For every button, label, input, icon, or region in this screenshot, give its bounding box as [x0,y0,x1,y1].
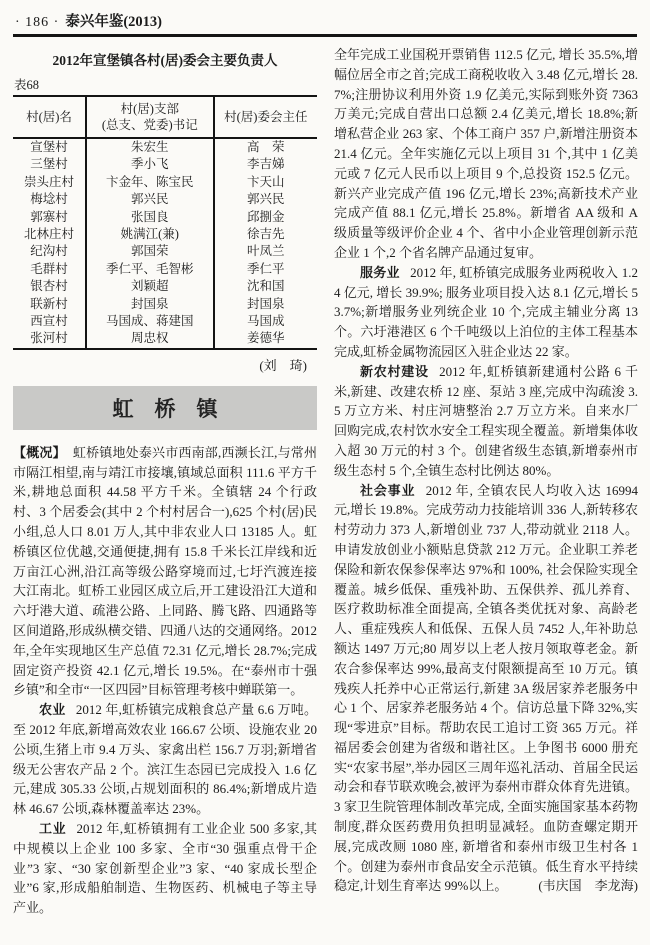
new-countryside-paragraph [334,362,638,481]
table-row: 梅埝村 郭兴民 郭兴民 [13,191,317,208]
table-label: 表68 [14,78,40,92]
agriculture-lead: 农业 [39,702,66,718]
table-row: 张河村 周忠权 姜德华 [13,330,317,348]
table-row: 宣堡村 朱宏生 高 荣 [13,138,317,156]
col-header-director: 村(居)委会主任 [214,96,317,138]
table-row: 纪沟村 郭国荣 叶凤兰 [13,243,317,260]
table-row: 联新村 封国泉 封国泉 [13,296,317,313]
col-header-village: 村(居)名 [13,96,86,138]
section-banner-hongqiao: 虹 桥 镇 [13,386,317,430]
page-header [13,6,637,34]
right-column [334,45,638,918]
table-row: 西宣村 马国成、蒋建国 马国成 [13,313,317,330]
table-attribution: (刘 琦) [259,357,307,373]
table-row: 三堡村 季小飞 李吉娣 [13,156,317,173]
left-column [13,45,317,918]
table-row: 毛群村 季仁平、毛智彬 季仁平 [13,261,317,278]
services-paragraph [334,263,638,362]
table-row: 北林庄村 姚满江(兼) 徐吉先 [13,226,317,243]
agriculture-text: 2012 年,虹桥镇完成粮食总产量 6.6 万吨。至 2012 年底,新增高效农业 166.67 公顷、设施农业 20 公顷,生猪上市 9.4 万头、家禽出栏 156.7 万羽;新增省级无公害农产品 2 个。滨江生态园已完成投入 1.6 亿元,建成 305.33 公顷,占规划面积的 86.4%;新增成片造林 46.67 公顷,森林覆盖率达 23%。 [13,702,317,817]
agriculture-paragraph [13,700,317,819]
industry-paragraph [13,819,317,918]
social-affairs-text: 2012 年, 全镇农民人均收入达 16994 元,增长 19.8%。完成劳动力技能培训 336 人,新转移农村劳动力 373 人,新增创业 737 人,带动就业 2118 人。申请发放创业小额贴息贷款 212 万元。企业职工养老保险和新农保参保率达 97%和 100%, 社会保险实现全覆盖。城乡低保、重残补助、五保供养、孤儿养育、医疗救助标准全面提高, 全镇各类优抚对象、高龄老人、重症残疾人和低保、五保人员 7452 人,年补助总额达 1497 万元;80 周岁以上老人按月领取尊老金。新农合参保率达 99%,最高支付限额提高至 10 万元。镇残疾人托养中心正常运行,新建 3A 级居家养老服务中心 1 个、居家养老服务站 4 个。信访总量下降 32%,实现“零进京”目标。帮助农民工追讨工资 365 万元。祥福居委会创建为省级和谐社区。上争图书 6000 册充实“农家书屋”,举办园区三周年巡礼活动、首届全民运动会和春节联欢晚会,被评为泰州市群众体育先进镇。3 家卫生院管理体制改革完成, 全面实施国家基本药物制度,群众医药费用负担明显减轻。血防查螺定期开展,完成改厕 1080 座, 新增省和泰州市级卫生村各 1 个。创建为泰州市食品安全示范镇。低生育水平持续稳定,计划生育率达 99%以上。 [334,482,638,894]
table-title: 2012年宣堡镇各村(居)委会主要负责人 [52,53,278,68]
section-attribution: (韦庆国 李龙海) [538,878,638,894]
services-text: 2012 年, 虹桥镇完成服务业两税收入 1.24 亿元, 增长 39.9%; 服务业项目投入达 8.1 亿元,增长 53.7%;新增服务业列统企业 10 个,完成主辅业分离 13 个。六圩港港区 6 个千吨级以上泊位的主体工程基本完成,虹桥金属物流园区入驻企业达 22 家。 [334,264,638,359]
table-row: 崇头庄村 卞金年、陈宝民 卞天山 [13,174,317,191]
industry-text: 2012 年,虹桥镇拥有工业企业 500 多家,其中规模以上企业 100 多家、全市“30 强重点骨干企业”3 家、“30 家创新型企业”3 家、“40 家成长型企业”6 家,形成船舶制造、生物医药、机械电子等主导产业。 [13,821,317,916]
overview-text: 虹桥镇地处泰兴市西南部,西濒长江,与常州市隔江相望,南与靖江市接壤,镇域总面积 111.6 平方千米,耕地总面积 44.58 平方千米。全镇辖 24 个行政村、3 个居委会(其中 2 个村村居合一),625 个村(居)民小组,总人口 8.01 万人,其中非农业人口 13185 人。虹桥镇区位优越,交通便捷,拥有 15.8 千米长江岸线和近万亩江心洲,沿江高等级公路穿境而过,七圩汽渡连接大江南北。虹桥工业园区成立后,开工建设沿江大道和六圩港大道、疏港公路、上同路、腾飞路、四通路等区间道路,形成纵横交错、四通八达的交通网络。2012 年,全年实现地区生产总值 72.31 亿元,增长 28.7%;完成固定资产投资 42.1 亿元,增长 19.5%。在“泰州市十强乡镇”和全市“一区四园”目标管理考核中蝉联第一。 [13,444,317,698]
social-affairs-paragraph [334,481,638,897]
book-title: 泰兴年鉴(2013) [65,14,162,30]
page-number: · 186 · [15,15,60,30]
overview-lead: 【概况】 [13,444,66,460]
two-column-layout [13,45,637,918]
new-countryside-lead: 新农村建设 [360,363,429,379]
industry-continued-text: 全年完成工业国税开票销售 112.5 亿元, 增长 35.5%,增幅位居全市之首;完成工商税收收入 3.48 亿元,增长 28.7%;注册协议利用外资 1.9 亿美元,实际到账外资 7363 万美元;完成自营出口总额 2.4 亿美元,增长 18.8%;新增私营企业 263 家、个体工商户 357 户,新增注册资本 21.4 亿元。全年实施亿元以上项目 31 个,其中 1 亿美元或 7 亿元人民币以上项目 9 个,总投资 152.5 亿元。新兴产业完成产值 196 亿元,增长 23%;高新技术产业完成产值 88.1 亿元,增长 25.8%。新增省 AA 级和 A 级质量等级评价企业 4 个、省中小企业管理创新示范企业 1 个,2 个省名牌产品通过复审。 [334,47,638,260]
table-row: 郭寨村 张国良 邱捌金 [13,209,317,226]
header-rule [13,34,637,37]
new-countryside-text: 2012 年,虹桥镇新建通村公路 6 千米,新建、改建农桥 12 座、泵站 3 座,完成中沟疏浚 3.5 万立方米、村庄河塘整治 2.7 万立方米。自来水厂回购完成,农村饮水安全工程实现全覆盖。新增集体收入超 30 万元的村 3 个。创建省级生态镇,新增泰州市级生态村 5 个,全镇生态村比例达 80%。 [334,363,638,478]
col-header-secretary: 村(居)支部 (总支、党委)书记 [86,96,214,138]
table-header-row [13,96,317,138]
services-lead: 服务业 [360,264,400,280]
village-leaders-table [13,95,317,350]
industry-lead: 工业 [39,821,67,837]
social-affairs-lead: 社会事业 [360,482,416,498]
table-row: 银杏村 刘颖超 沈和国 [13,278,317,295]
industry-continued-paragraph [334,45,638,263]
overview-paragraph [13,443,317,700]
